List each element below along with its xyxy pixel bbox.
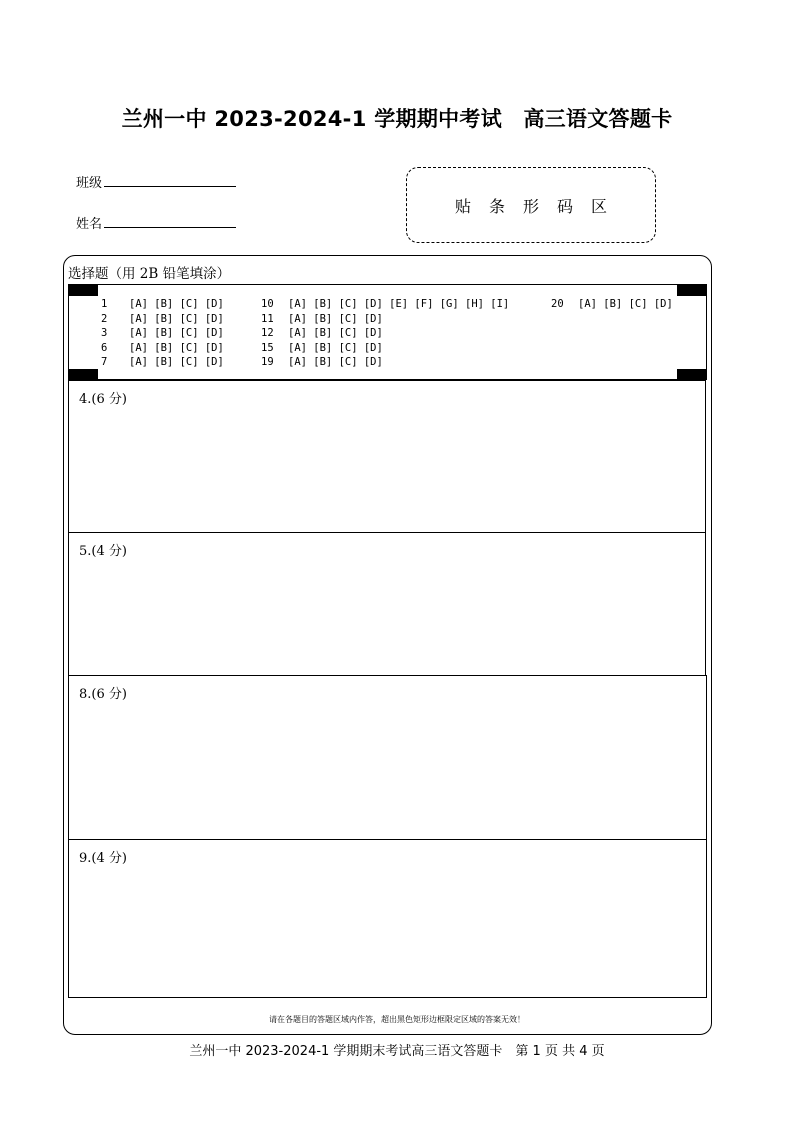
question-label: 5.(4 分) [79,544,127,559]
question-number: 2 [101,312,108,325]
answer-options[interactable]: [A] [B] [C] [D] [129,312,224,325]
answer-area-q4[interactable] [68,380,706,533]
choice-section-title: 选择题（用 2B 铅笔填涂） [68,266,231,282]
page-title: 兰州一中 2023-2024-1 学期期中考试 高三语文答题卡 [121,107,673,131]
question-number: 11 [261,312,274,325]
answer-options[interactable]: [A] [B] [C] [D] [129,327,224,339]
question-number: 15 [261,341,274,354]
answer-options[interactable]: [A] [B] [C] [D] [E] [F] [G] [H] [I] [288,298,510,310]
name-blank-line[interactable] [104,215,236,228]
answer-options[interactable]: [A] [B] [C] [D] [578,298,673,310]
barcode-area [406,167,656,243]
answer-area-q5[interactable] [68,532,706,676]
class-label: 班级 [76,176,103,191]
question-number: 1 [101,298,108,310]
name-field[interactable] [76,213,236,232]
name-label: 姓名 [76,217,103,232]
question-number: 20 [551,298,564,310]
question-number: 6 [101,341,108,354]
answer-options[interactable]: [A] [B] [C] [D] [129,298,224,310]
alignment-mark-top-left [68,285,98,296]
answer-area-q9[interactable] [68,839,707,998]
answer-options[interactable]: [A] [B] [C] [D] [288,341,383,354]
answer-options[interactable]: [A] [B] [C] [D] [129,356,224,368]
question-label: 9.(4 分) [79,851,127,866]
answer-options[interactable]: [A] [B] [C] [D] [288,356,383,368]
alignment-mark-bottom-left [68,369,98,380]
question-number: 12 [261,327,274,339]
class-blank-line[interactable] [104,174,236,187]
question-label: 8.(6 分) [79,687,127,702]
barcode-label: 贴条形码区 [454,196,625,216]
question-label: 4.(6 分) [79,392,127,407]
question-number: 19 [261,356,274,368]
question-number: 3 [101,327,108,339]
answer-options[interactable]: [A] [B] [C] [D] [288,327,383,339]
question-number: 7 [101,356,108,368]
alignment-mark-bottom-right [677,369,707,380]
class-field[interactable] [76,172,236,191]
answer-options[interactable]: [A] [B] [C] [D] [288,312,383,325]
answer-area-q8[interactable] [68,675,707,840]
alignment-mark-top-right [677,285,707,296]
question-number: 10 [261,298,274,310]
answer-options[interactable]: [A] [B] [C] [D] [129,341,224,354]
answer-notice: 请在各题目的答题区域内作答，超出黑色矩形边框限定区域的答案无效！ [269,1015,525,1024]
page-footer: 兰州一中 2023-2024-1 学期期末考试高三语文答题卡 第 1 页 共 4 页 [189,1044,605,1059]
